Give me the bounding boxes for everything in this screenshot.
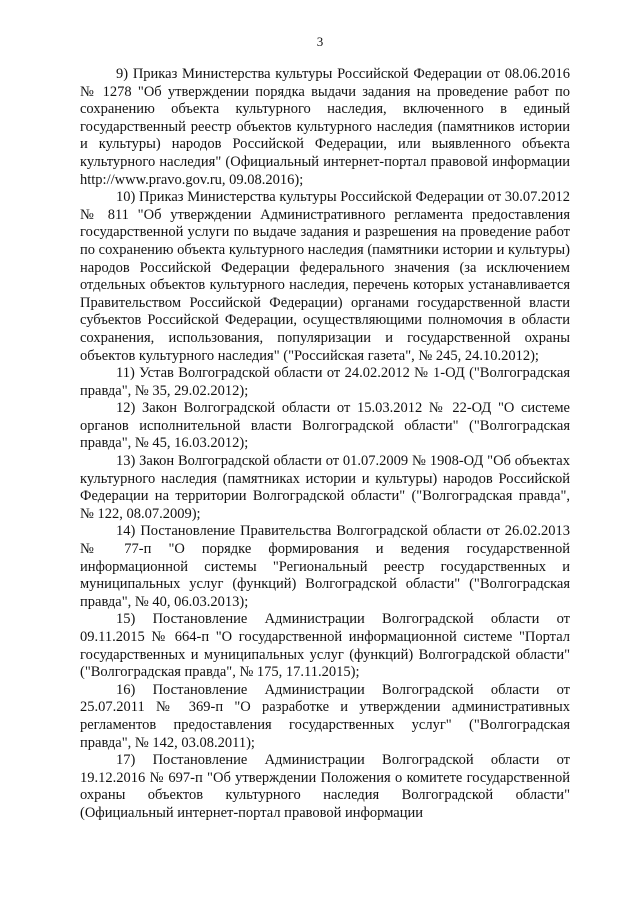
document-body: [80, 66, 570, 823]
list-item-17: 17) Постановление Администрации Волгоградской области от 19.12.2016 № 697-п "Об утверждении Положения о комитете государственной охраны объектов культурного наследия Волгоградской области" (Официальный интернет-портал правовой информации: [80, 752, 570, 821]
list-item-14: 14) Постановление Правительства Волгоградской области от 26.02.2013 № 77-п "О порядке формирования и ведения государственной информационной системы "Региональный реестр государственных и муниципальных услуг (функций) Волгоградской области" ("Волгоградская правда", № 40, 06.03.2013);: [80, 523, 570, 610]
list-item-10: 10) Приказ Министерства культуры Российской Федерации от 30.07.2012 № 811 "Об утверждении Административного регламента предоставления государственной услуги по выдаче задания и разрешения на проведение работ по сохранению объекта культурного наследия (памятники истории и культуры) народов Российской Федерации федерального значения (за исключением отдельных объектов культурного наследия, перечень которых устанавливается Правительством Российской Федерации) органами государственной власти субъектов Российской Федерации, осуществляющими полномочия в области сохранения, использования, популяризации и государственной охраны объектов культурного наследия" ("Российская газета", № 245, 24.10.2012);: [80, 189, 570, 364]
list-item-13: 13) Закон Волгоградской области от 01.07.2009 № 1908-ОД "Об объектах культурного наследия (памятниках истории и культуры) народов Российской Федерации на территории Волгоградской области" ("Волгоградская правда", № 122, 08.07.2009);: [80, 453, 570, 522]
list-item-9: 9) Приказ Министерства культуры Российской Федерации от 08.06.2016 № 1278 "Об утверждении порядка выдачи задания на проведение работ по сохранению объекта культурного наследия, включенного в единый государственный реестр объектов культурного наследия (памятников истории и культуры) народов Российской Федерации, или выявленного объекта культурного наследия" (Официальный интернет-портал правовой информации http://www.pravo.gov.ru, 09.08.2016);: [80, 66, 570, 188]
list-item-16: 16) Постановление Администрации Волгоградской области от 25.07.2011 № 369-п "О разработке и утверждении административных регламентов предоставления государственных услуг" ("Волгоградская правда", № 142, 03.08.2011);: [80, 681, 570, 751]
list-item-12: 12) Закон Волгоградской области от 15.03.2012 № 22-ОД "О системе органов исполнительной власти Волгоградской области" ("Волгоградская правда", № 45, 16.03.2012);: [80, 400, 570, 452]
page-number: 3: [316, 34, 324, 49]
list-item-15: 15) Постановление Администрации Волгоградской области от 09.11.2015 № 664-п "О государственной информационной системе "Портал государственных и муниципальных услуг (функций) Волгоградской области" ("Волгоградская правда", № 175, 17.11.2015);: [80, 611, 570, 681]
list-item-11: 11) Устав Волгоградской области от 24.02.2012 № 1-ОД ("Волгоградская правда", № 35, 29.02.2012);: [80, 365, 570, 399]
